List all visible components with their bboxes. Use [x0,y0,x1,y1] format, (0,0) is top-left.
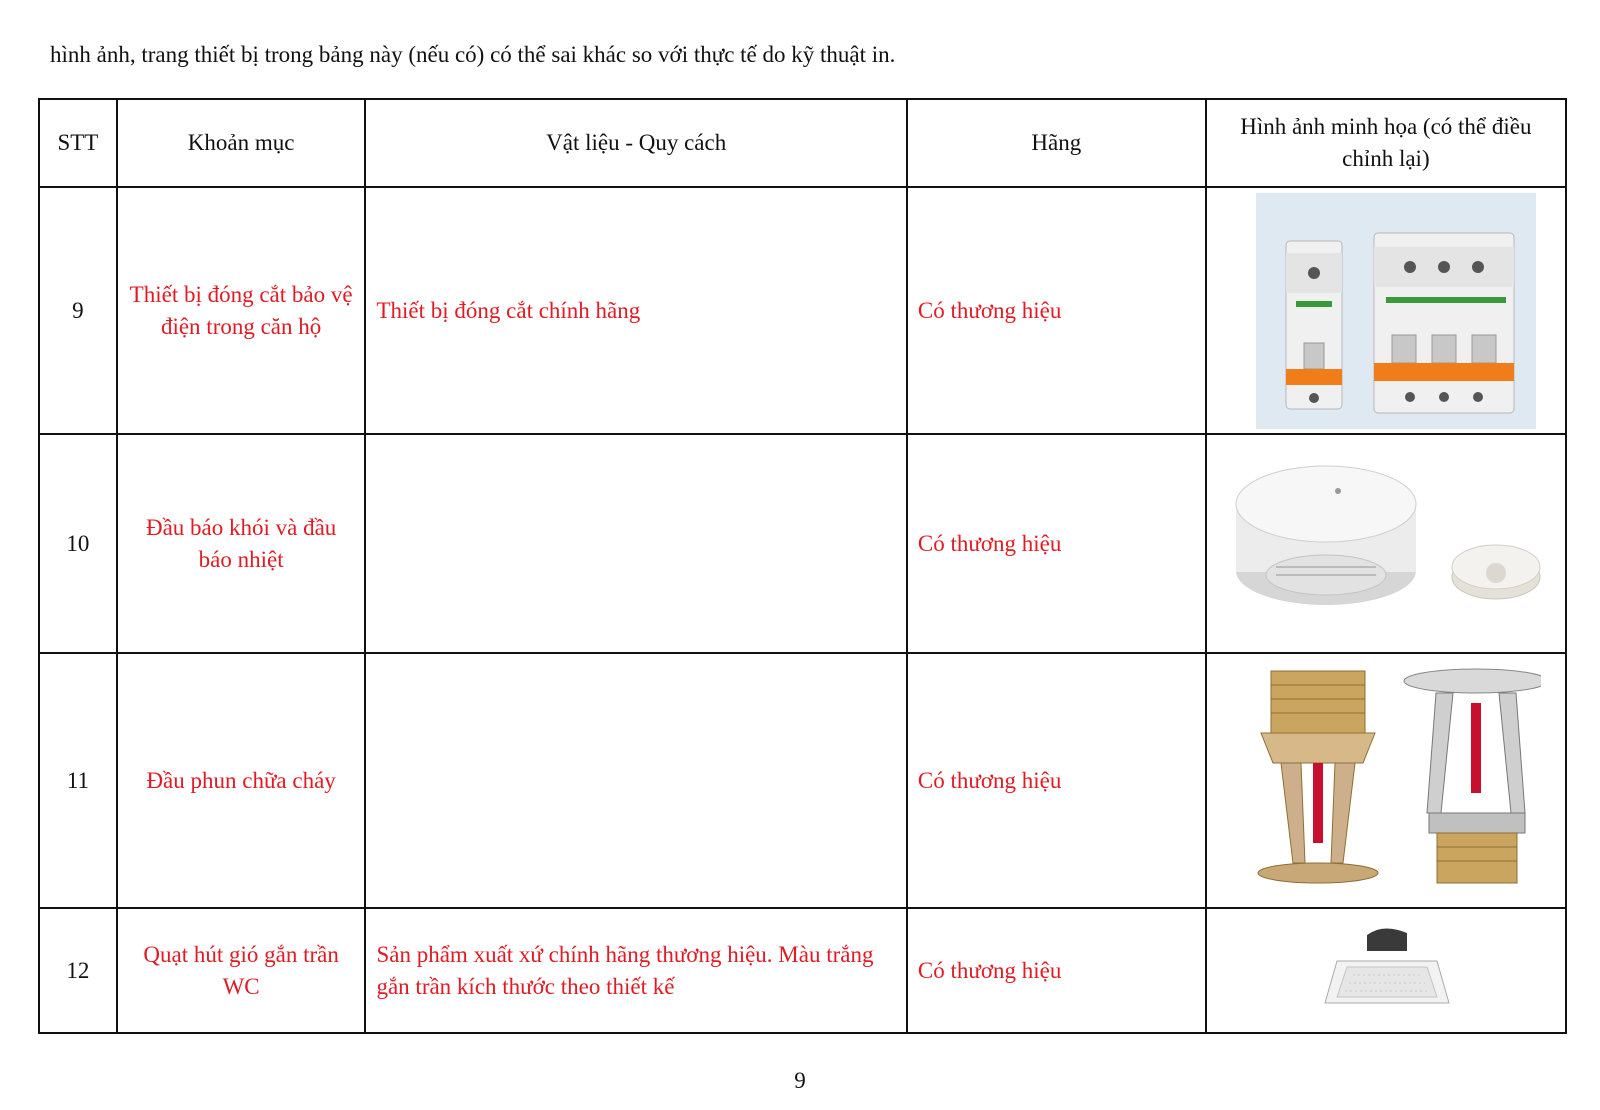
cell-brand: Có thương hiệu [907,908,1206,1033]
cell-brand: Có thương hiệu [907,434,1206,653]
cell-material [365,434,906,653]
cell-item: Quạt hút gió gắn trần WC [117,908,366,1033]
intro-text: hình ảnh, trang thiết bị trong bảng này (nếu có) có thể sai khác so với thực tế do kỹ thuật in. [50,42,896,67]
cell-image [1206,908,1566,1033]
header-stt: STT [39,99,117,187]
circuit-breaker-icon [1236,193,1536,429]
header-item: Khoản mục [117,99,366,187]
smoke-detector-icon [1226,449,1546,639]
cell-brand: Có thương hiệu [907,187,1206,434]
cell-stt: 11 [39,653,117,908]
table-row [39,434,1566,653]
table-row [39,187,1566,434]
cell-item: Thiết bị đóng cắt bảo vệ điện trong căn hộ [117,187,366,434]
cell-material: Sản phẩm xuất xứ chính hãng thương hiệu. Màu trắng gắn trần kích thước theo thiết kế [365,908,906,1033]
cell-image [1206,653,1566,908]
spec-table [38,98,1567,1034]
cell-item: Đầu báo khói và đầu báo nhiệt [117,434,366,653]
header-material: Vật liệu - Quy cách [365,99,906,187]
table-row [39,908,1566,1033]
cell-brand: Có thương hiệu [907,653,1206,908]
page-number: 9 [794,1068,806,1093]
cell-material [365,653,906,908]
sprinkler-icon [1231,663,1541,899]
cell-stt: 9 [39,187,117,434]
header-row [39,99,1566,187]
cell-stt: 12 [39,908,117,1033]
table-row [39,653,1566,908]
cell-image [1206,434,1566,653]
header-brand: Hãng [907,99,1206,187]
cell-item: Đầu phun chữa cháy [117,653,366,908]
ceiling-fan-icon [1311,921,1461,1021]
cell-stt: 10 [39,434,117,653]
header-image: Hình ảnh minh họa (có thể điều chỉnh lại) [1206,99,1566,187]
cell-material: Thiết bị đóng cắt chính hãng [365,187,906,434]
cell-image [1206,187,1566,434]
